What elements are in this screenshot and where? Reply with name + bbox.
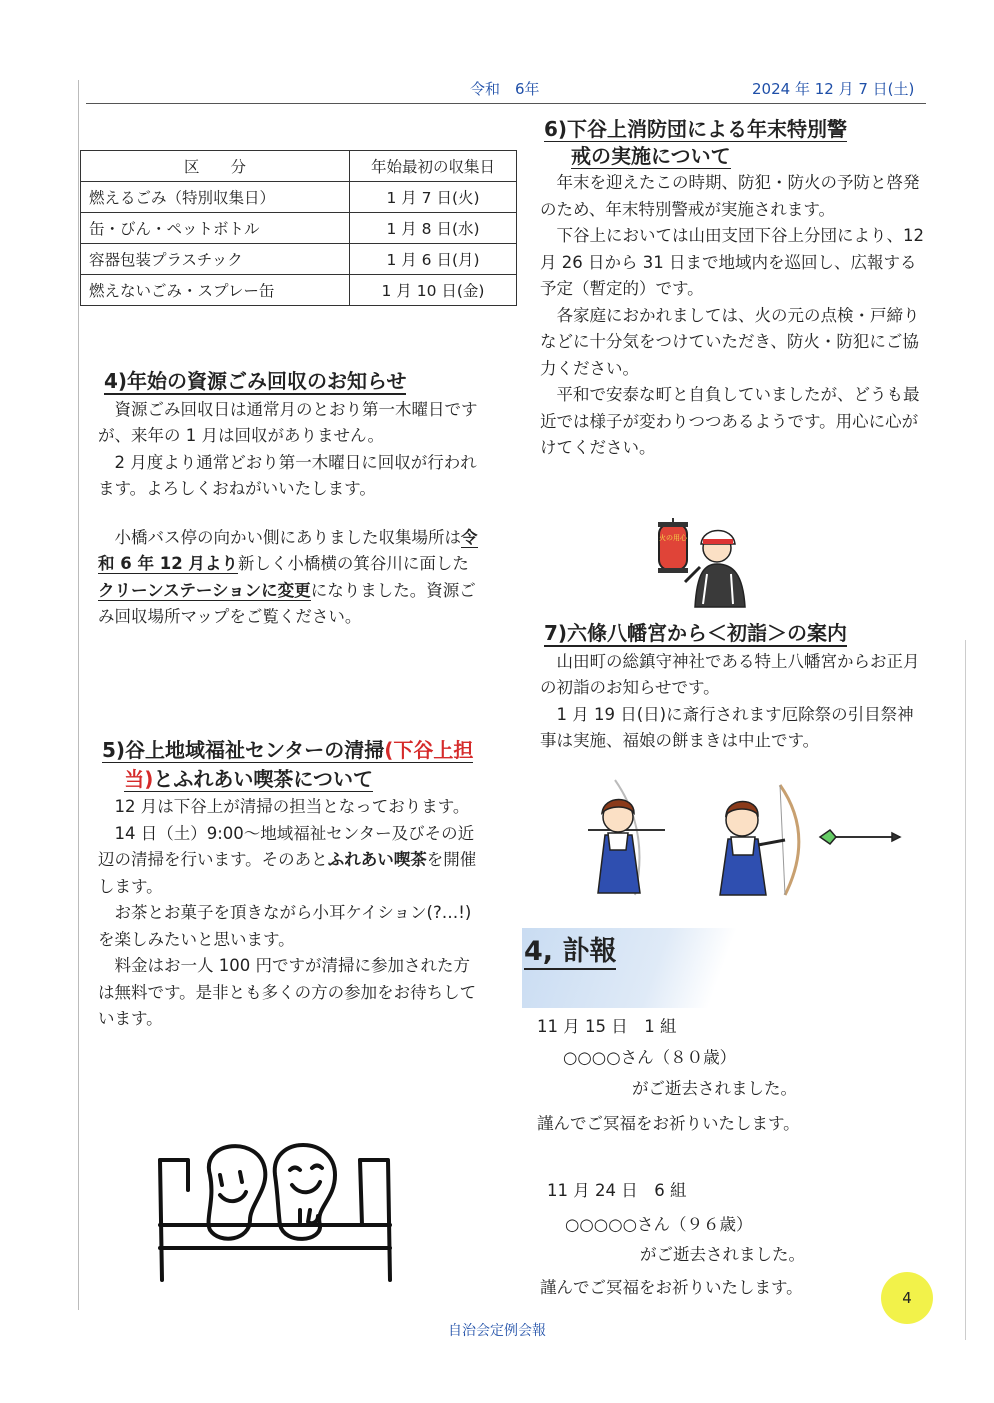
obituary-heading-box	[522, 928, 762, 1008]
table-header-cell: 区 分	[81, 151, 350, 182]
page-number-badge: 4	[881, 1272, 933, 1324]
section-7-title: 7)六條八幡宮から＜初詣＞の案内	[544, 621, 848, 645]
left-margin-line	[78, 80, 79, 1310]
section-4	[98, 368, 482, 631]
obit-1-passed: がご逝去されました。	[632, 1079, 797, 1098]
footer-title: 自治会定例会報	[448, 1323, 546, 1339]
section-6-para: 平和で安泰な町と自負していましたが、どうも最近では様子が変わりつつあるようです。用心に心がけてください。	[540, 385, 920, 457]
section-5-para: 12 月は下谷上が清掃の担当となっております。	[114, 797, 470, 816]
section-6-para: 下谷上においては山田支団下谷上分団により、12 月 26 日から 31 日まで地域内を巡回し、広報する予定（暫定的）です。	[540, 226, 924, 298]
section-6-para: 各家庭におかれましては、火の元の点検・戸締りなどに十分気をつけていただき、防火・防犯にご協力ください。	[540, 305, 920, 378]
table-cell-category: 燃えるごみ（特別収集日）	[81, 182, 350, 213]
table-header-row	[81, 151, 517, 182]
table-header-cell: 年始最初の収集日	[350, 151, 517, 182]
header-era: 令和 6年	[470, 80, 540, 98]
section-5-title: 5)谷上地域福祉センターの清掃(下谷上担当)とふれあい喫茶について	[102, 738, 474, 791]
section-4-para: 2 月度より通常どおり第一木曜日に回収が行われます。よろしくおねがいいたします。	[98, 452, 477, 498]
obit-1-date: 11 月 15 日 1 組	[537, 1017, 677, 1036]
section-4-para: 資源ごみ回収日は通常月のとおり第一木曜日ですが、来年の 1 月は回収がありません。	[98, 399, 478, 445]
collection-schedule-table	[80, 150, 517, 306]
section-7-para: 山田町の総鎮守神社である特上八幡宮からお正月の初詣のお知らせです。	[540, 651, 920, 697]
section-6-title: 6)下谷上消防団による年末特別警 戒の実施について	[544, 117, 848, 168]
table-cell-date: 1 月 8 日(水)	[350, 213, 517, 244]
archery-illustration	[580, 775, 910, 905]
section-5-para: 料金はお一人 100 円ですが清掃に参加された方は無料です。是非とも多くの方の参加をお待ちしています。	[98, 956, 477, 1028]
section-4-title: 4)年始の資源ごみ回収のお知らせ	[104, 369, 407, 393]
table-row	[81, 182, 517, 213]
header-rule	[86, 103, 926, 104]
section-7-para: 1 月 19 日(日)に斎行されます厄除祭の引目祭神事は実施、福娘の餅まきは中止です。	[540, 704, 914, 750]
section-5	[98, 737, 482, 1033]
section-5-para: 14 日（土）9:00～地域福祉センター及びその近辺の清掃を行います。そのあとふれあい喫茶を開催します。	[98, 823, 477, 896]
obit-2-date: 11 月 24 日 6 組	[547, 1181, 687, 1200]
obit-2-pray: 謹んでご冥福をお祈りいたします。	[540, 1278, 803, 1297]
table-cell-date: 1 月 10 日(金)	[350, 275, 517, 306]
obituary-title: 4, 訃報	[524, 936, 616, 970]
table-row	[81, 275, 517, 306]
obit-2-passed: がご逝去されました。	[640, 1245, 805, 1264]
right-margin-line	[965, 640, 966, 1340]
section-4-para: 小橋バス停の向かい側にありました収集場所は令和 6 年 12 月より新しく小橋横の箕谷川に面したクリーンステーションに変更になりました。資源ごみ回収場所マップをご覧ください。	[98, 527, 478, 626]
fire-watch-illustration	[645, 512, 755, 612]
section-5-para: お茶とお菓子を頂きながら小耳ケイション(?…!)を楽しみたいと思います。	[98, 903, 472, 949]
table-cell-date: 1 月 6 日(月)	[350, 244, 517, 275]
table-cell-category: 容器包装プラスチック	[81, 244, 350, 275]
table-cell-date: 1 月 7 日(火)	[350, 182, 517, 213]
table-row	[81, 244, 517, 275]
bench-friends-illustration	[150, 1130, 400, 1290]
table-cell-category: 缶・びん・ペットボトル	[81, 213, 350, 244]
section-7	[540, 620, 924, 755]
table-cell-category: 燃えないごみ・スプレー缶	[81, 275, 350, 306]
section-6	[540, 116, 924, 462]
obit-2-name: ○○○○○さん（９６歳）	[565, 1215, 753, 1234]
header-date: 2024 年 12 月 7 日(土)	[752, 80, 915, 98]
lantern-text: 火の用心	[659, 534, 687, 542]
obit-1-name: ○○○○さん（８０歳）	[563, 1048, 737, 1067]
table-row	[81, 213, 517, 244]
obit-1-pray: 謹んでご冥福をお祈りいたします。	[537, 1114, 800, 1133]
section-6-para: 年末を迎えたこの時期、防犯・防火の予防と啓発のため、年末特別警戒が実施されます。	[540, 173, 920, 219]
